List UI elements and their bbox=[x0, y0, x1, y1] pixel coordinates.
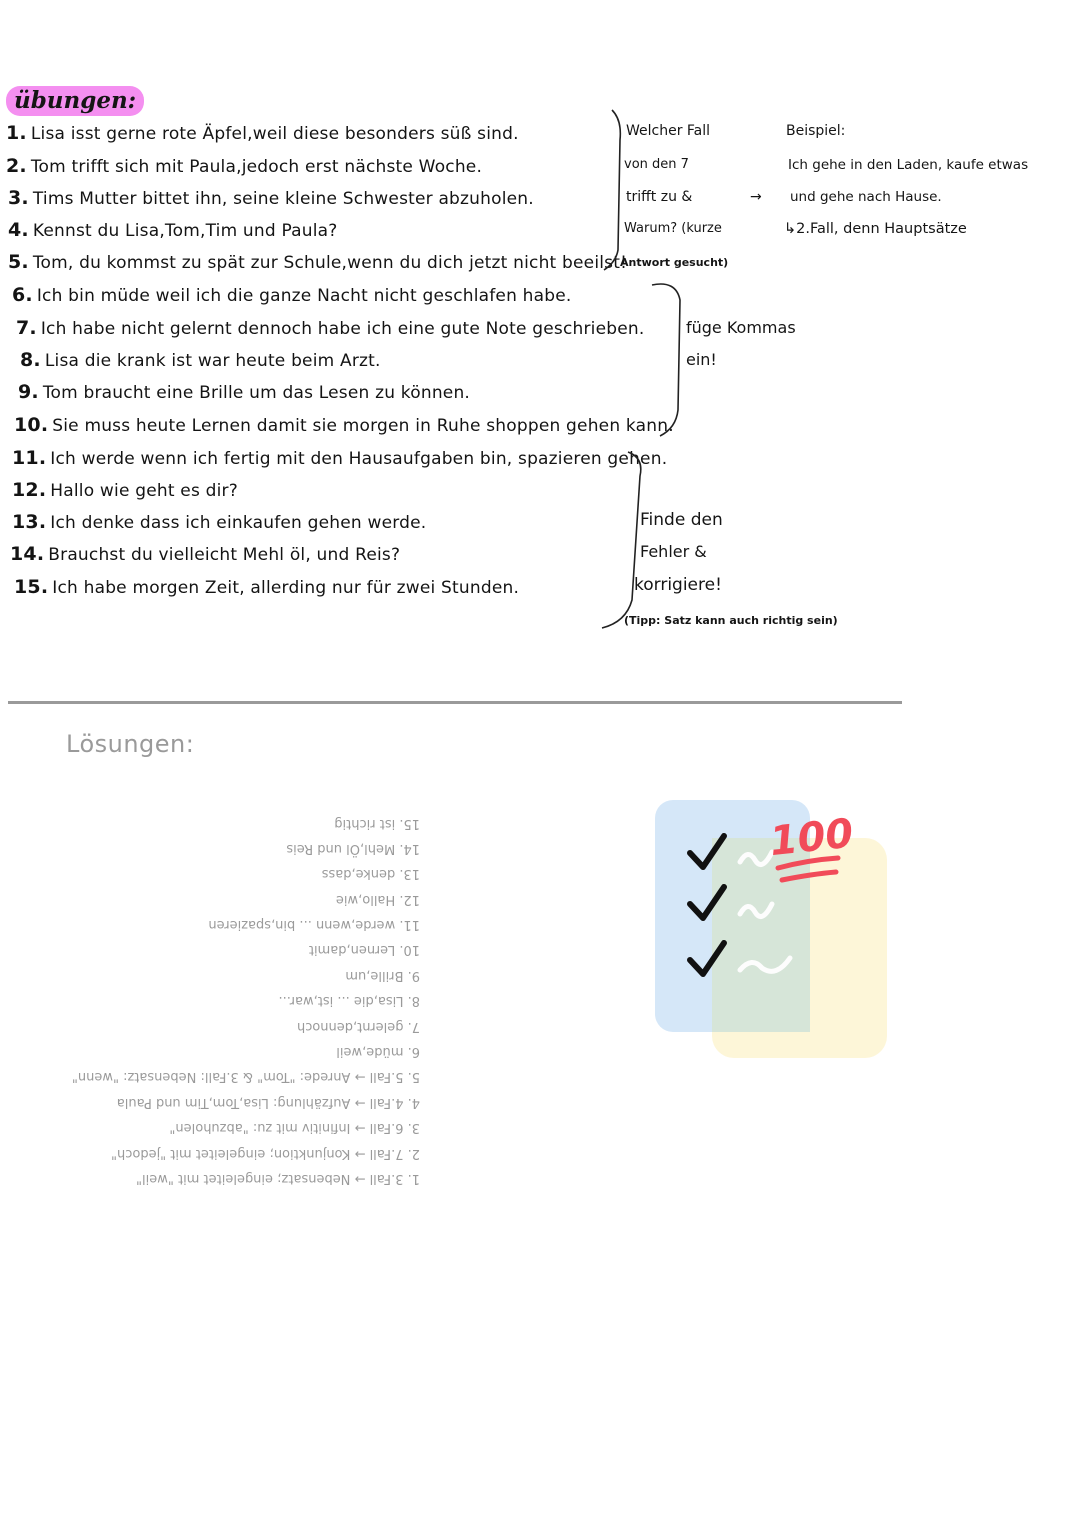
solution-item: 8. Lisa,die ... ist,war... bbox=[278, 993, 420, 1009]
exercise-text: Ich werde wenn ich fertig mit den Hausaufgaben bin, spazieren gehen. bbox=[50, 449, 668, 469]
exercise-number: 6. bbox=[12, 284, 33, 306]
exercise-number: 3. bbox=[8, 187, 29, 209]
exercise-text: Ich habe morgen Zeit, allerding nur für zwei Stunden. bbox=[52, 578, 520, 598]
find-error-line-3: korrigiere! bbox=[634, 575, 722, 595]
case-question-line-3: trifft zu & bbox=[626, 189, 693, 205]
solution-item: 1. 3.Fall → Nebensatz; eingeleitet mit "weil" bbox=[136, 1170, 420, 1186]
exercise-text: Hallo wie geht es dir? bbox=[50, 481, 238, 501]
insert-commas-line-1: füge Kommas bbox=[686, 318, 796, 337]
sticker-score: 100 bbox=[767, 810, 856, 866]
solution-item: 9. Brille,um bbox=[345, 967, 420, 983]
example-line-3: ↳2.Fall, denn Hauptsätze bbox=[784, 221, 967, 237]
exercise-text: Tom trifft sich mit Paula,jedoch erst nächste Woche. bbox=[30, 157, 483, 177]
exercise-text: Ich habe nicht gelernt dennoch habe ich eine gute Note geschrieben. bbox=[40, 319, 645, 339]
solution-item: 2. 7.Fall → Konjunktion; eingeleitet mit "jedoch" bbox=[111, 1145, 420, 1161]
exercise-number: 8. bbox=[20, 349, 41, 371]
case-question-line-2: von den 7 bbox=[624, 157, 689, 172]
exercise-number: 9. bbox=[18, 381, 39, 403]
find-error-line-2: Fehler & bbox=[640, 542, 707, 561]
solution-item: 5. 5.Fall → Anrede: "Tom" & 3.Fall: Nebensatz: "wenn" bbox=[71, 1069, 420, 1085]
example-label: Beispiel: bbox=[786, 123, 846, 139]
solution-item: 13. denke,dass bbox=[321, 866, 420, 882]
example-line-2: und gehe nach Hause. bbox=[790, 189, 942, 205]
solution-item: 14. Mehl,Öl und Reis bbox=[286, 840, 420, 856]
case-question-line-5: Antwort gesucht) bbox=[620, 256, 729, 269]
find-error-line-1: Finde den bbox=[640, 510, 723, 530]
exercise-text: Sie muss heute Lernen damit sie morgen in Ruhe shoppen gehen kann. bbox=[52, 416, 674, 436]
insert-commas-line-2: ein! bbox=[686, 350, 717, 369]
tip-note: (Tipp: Satz kann auch richtig sein) bbox=[624, 614, 838, 627]
example-line-1: Ich gehe in den Laden, kaufe etwas bbox=[788, 157, 1029, 173]
exercise-text: Tims Mutter bittet ihn, seine kleine Schwester abzuholen. bbox=[32, 189, 534, 209]
solution-item: 12. Hallo,wie bbox=[335, 891, 420, 907]
sticker-green-card bbox=[712, 838, 810, 1032]
solution-item: 10. Lernen,damit bbox=[308, 942, 420, 958]
exercise-text: Brauchst du vielleicht Mehl öl, und Reis? bbox=[48, 545, 401, 565]
exercise-text: Lisa isst gerne rote Äpfel,weil diese besonders süß sind. bbox=[30, 124, 519, 144]
exercise-number: 11. bbox=[12, 447, 47, 469]
example-arrow: → bbox=[750, 189, 762, 205]
case-question-line-1: Welcher Fall bbox=[626, 123, 711, 139]
solution-item: 6. müde,weil bbox=[336, 1043, 420, 1059]
exercise-number: 13. bbox=[12, 511, 47, 533]
solution-item: 4. 4.Fall → Aufzählung: Lisa,Tom,Tim und Paula bbox=[116, 1094, 420, 1110]
case-question-line-4: Warum? (kurze bbox=[624, 221, 722, 236]
exercise-number: 15. bbox=[14, 576, 49, 598]
exercise-number: 2. bbox=[6, 155, 27, 177]
exercise-text: Ich denke dass ich einkaufen gehen werde. bbox=[50, 513, 427, 533]
exercise-number: 5. bbox=[8, 251, 29, 273]
exercises-heading: übungen: bbox=[6, 86, 144, 116]
exercise-number: 1. bbox=[6, 122, 27, 144]
exercise-text: Kennst du Lisa,Tom,Tim und Paula? bbox=[32, 221, 338, 241]
exercise-number: 14. bbox=[10, 543, 45, 565]
solution-item: 7. gelernt,dennoch bbox=[296, 1018, 420, 1034]
exercise-number: 12. bbox=[12, 479, 47, 501]
exercise-text: Ich bin müde weil ich die ganze Nacht nicht geschlafen habe. bbox=[36, 286, 572, 306]
solution-item: 15. ist richtig bbox=[334, 815, 420, 831]
exercise-number: 10. bbox=[14, 414, 49, 436]
solution-item: 11. werde,wenn ... bin,spazieren bbox=[208, 916, 420, 932]
exercise-text: Lisa die krank ist war heute beim Arzt. bbox=[44, 351, 381, 371]
solution-item: 3. 6.Fall → Infinitiv mit zu: "abzuholen" bbox=[169, 1120, 420, 1136]
exercise-number: 4. bbox=[8, 219, 29, 241]
solutions-heading: Lösungen: bbox=[66, 730, 195, 758]
exercise-text: Tom, du kommst zu spät zur Schule,wenn du dich jetzt nicht beeilst! bbox=[32, 253, 628, 273]
exercise-text: Tom braucht eine Brille um das Lesen zu können. bbox=[42, 383, 471, 403]
exercise-number: 7. bbox=[16, 317, 37, 339]
